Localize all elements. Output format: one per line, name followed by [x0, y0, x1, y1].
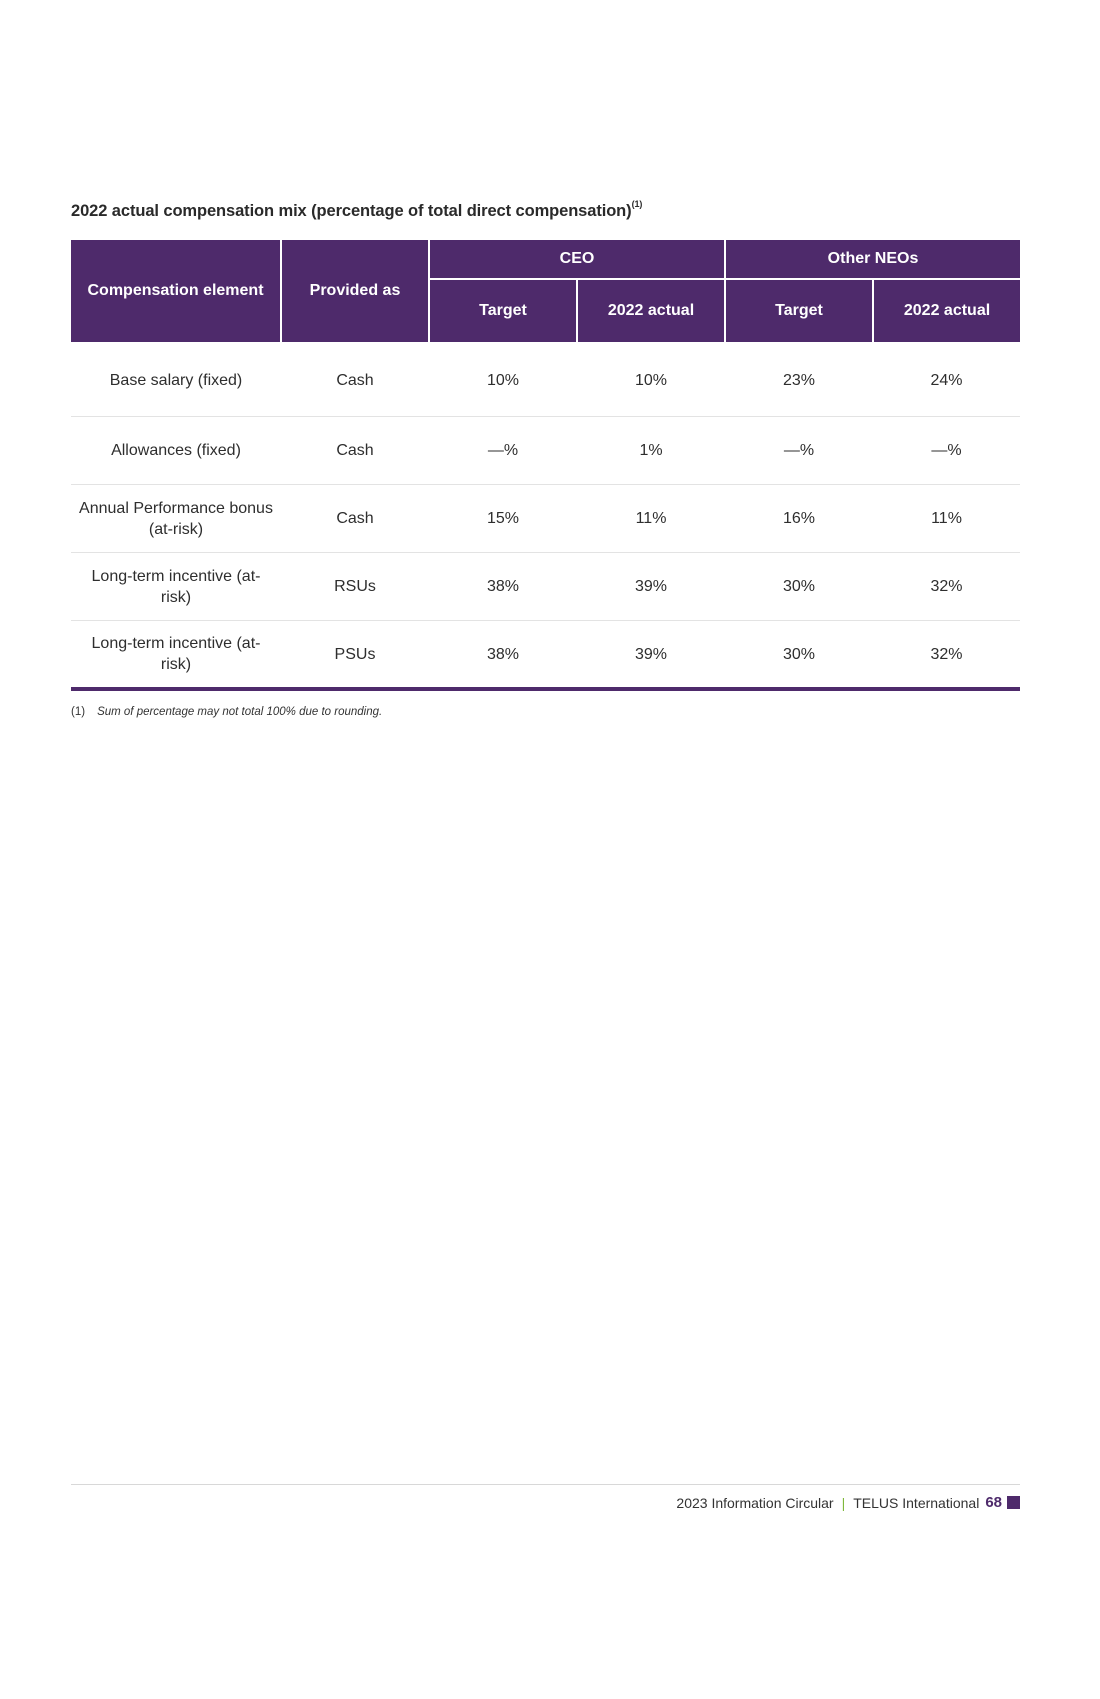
cell-element: Annual Performance bonus (at-risk) — [71, 485, 281, 553]
header-ceo: CEO — [429, 240, 725, 279]
header-other-neos: Other NEOs — [725, 240, 1020, 279]
page-marker-square-icon — [1007, 1496, 1020, 1509]
cell-element: Long-term incentive (at-risk) — [71, 553, 281, 621]
table-row — [71, 621, 1020, 690]
cell-ceo-actual: 11% — [577, 485, 725, 553]
header-ceo-2022-actual: 2022 actual — [577, 279, 725, 343]
cell-ceo-target: 38% — [429, 621, 577, 690]
cell-element: Base salary (fixed) — [71, 343, 281, 417]
table-title — [71, 199, 643, 221]
footer-divider — [71, 1484, 1020, 1485]
page-number: 68 — [985, 1494, 1002, 1511]
footnote — [71, 706, 382, 718]
cell-provided: PSUs — [281, 621, 429, 690]
cell-ceo-target: 15% — [429, 485, 577, 553]
footer-separator: | — [841, 1494, 846, 1511]
cell-ceo-target: 38% — [429, 553, 577, 621]
cell-ceo-target: 10% — [429, 343, 577, 417]
cell-neos-target: 16% — [725, 485, 873, 553]
footnote-text: Sum of percentage may not total 100% due to rounding. — [97, 706, 383, 718]
cell-element: Long-term incentive (at-risk) — [71, 621, 281, 690]
table-row — [71, 485, 1020, 553]
table-row — [71, 343, 1020, 417]
cell-neos-actual: —% — [873, 417, 1020, 485]
header-neos-2022-actual: 2022 actual — [873, 279, 1020, 343]
cell-neos-target: 30% — [725, 553, 873, 621]
cell-provided: Cash — [281, 417, 429, 485]
cell-provided: RSUs — [281, 553, 429, 621]
cell-neos-target: 23% — [725, 343, 873, 417]
cell-neos-target: —% — [725, 417, 873, 485]
cell-neos-actual: 24% — [873, 343, 1020, 417]
footnote-number: (1) — [71, 706, 86, 718]
footer-company: TELUS International — [853, 1494, 980, 1511]
title-footnote-ref: (1) — [631, 199, 643, 209]
cell-ceo-actual: 39% — [577, 621, 725, 690]
cell-provided: Cash — [281, 485, 429, 553]
compensation-mix-table — [71, 240, 1020, 691]
header-ceo-target: Target — [429, 279, 577, 343]
header-neos-target: Target — [725, 279, 873, 343]
cell-neos-actual: 11% — [873, 485, 1020, 553]
cell-ceo-actual: 39% — [577, 553, 725, 621]
cell-ceo-actual: 1% — [577, 417, 725, 485]
cell-neos-target: 30% — [725, 621, 873, 690]
cell-provided: Cash — [281, 343, 429, 417]
header-compensation-element: Compensation element — [71, 240, 281, 343]
page-footer — [676, 1494, 1020, 1511]
footer-document-title: 2023 Information Circular — [676, 1494, 834, 1511]
table-row — [71, 553, 1020, 621]
table-title-text: 2022 actual compensation mix (percentage of total direct compensation) — [71, 202, 632, 220]
cell-neos-actual: 32% — [873, 621, 1020, 690]
cell-ceo-target: —% — [429, 417, 577, 485]
cell-neos-actual: 32% — [873, 553, 1020, 621]
cell-element: Allowances (fixed) — [71, 417, 281, 485]
table-row — [71, 417, 1020, 485]
cell-ceo-actual: 10% — [577, 343, 725, 417]
header-provided-as: Provided as — [281, 240, 429, 343]
